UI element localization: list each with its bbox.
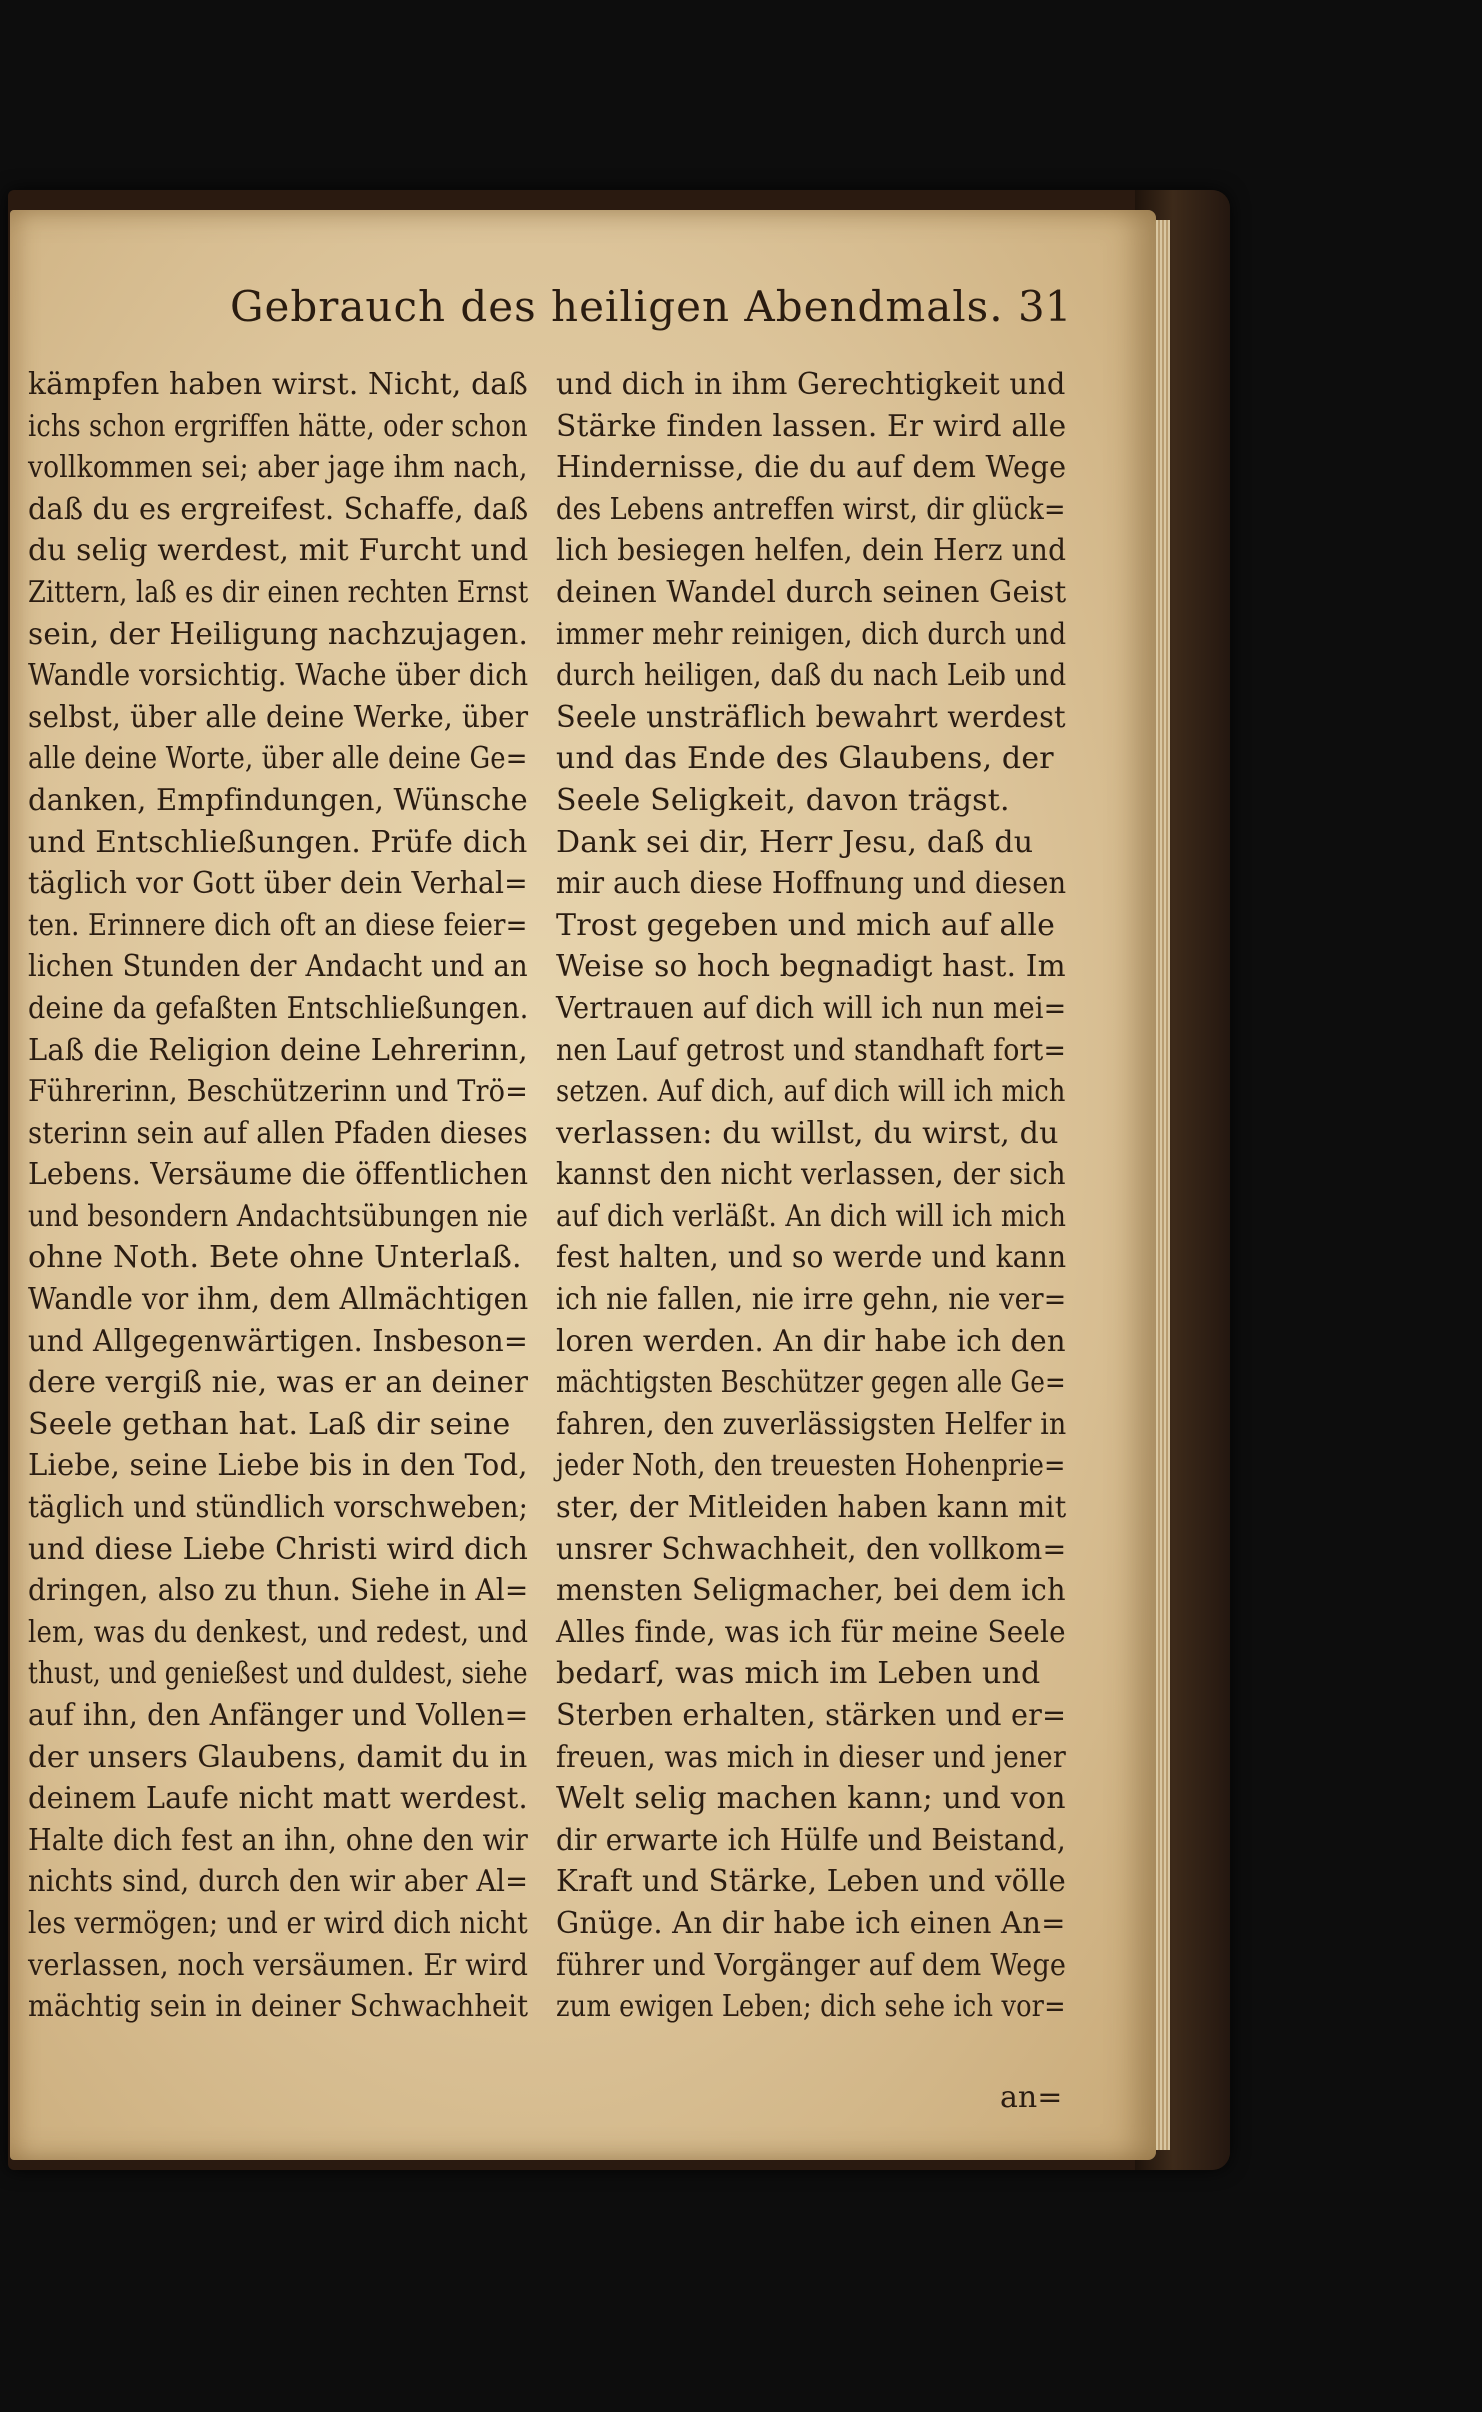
running-title: Gebrauch des heiligen Abendmals. xyxy=(230,282,1004,331)
text-line: Lebens. Versäume die öffentlichen xyxy=(28,1157,529,1193)
text-line: mensten Seligmacher, bei dem ich xyxy=(556,1573,1066,1609)
text-line: bedarf, was mich im Leben und xyxy=(556,1656,1041,1692)
text-line: Zittern, laß es dir einen rechten Ernst xyxy=(28,574,529,610)
text-line: und Entschließungen. Prüfe dich xyxy=(28,824,528,860)
text-line: der unsers Glaubens, damit du in xyxy=(28,1739,528,1775)
text-line: und diese Liebe Christi wird dich xyxy=(28,1531,529,1567)
text-line: täglich vor Gott über dein Verhal= xyxy=(28,866,528,902)
text-line: dringen, also zu thun. Siehe in Al= xyxy=(28,1573,529,1609)
text-line: nen Lauf getrost und standhaft fort= xyxy=(556,1032,1067,1068)
text-line: Wandle vor ihm, dem Allmächtigen xyxy=(28,1282,529,1318)
text-line: ohne Noth. Bete ohne Unterlaß. xyxy=(28,1240,522,1276)
text-line: kämpfen haben wirst. Nicht, daß xyxy=(28,367,529,402)
text-line: Seele unsträflich bewahrt werdest xyxy=(556,699,1066,735)
text-line: Wandle vorsichtig. Wache über dich xyxy=(28,658,529,694)
text-line: Trost gegeben und mich auf alle xyxy=(556,907,1056,943)
text-line: daß du es ergreifest. Schaffe, daß xyxy=(28,491,529,527)
text-line: Seele Seligkeit, davon trägst. xyxy=(556,782,1010,818)
text-line: täglich und stündlich vorschweben; xyxy=(28,1490,529,1526)
text-line: auf dich verläßt. An dich will ich mich xyxy=(556,1198,1067,1234)
page-number: 31 xyxy=(1018,282,1072,331)
text-line: und das Ende des Glaubens, der xyxy=(556,741,1054,777)
text-line: Führerinn, Beschützerinn und Trö= xyxy=(28,1074,529,1110)
text-line: thust, und genießest und duldest, siehe xyxy=(28,1656,528,1692)
text-line: Hindernisse, die du auf dem Wege xyxy=(556,450,1067,486)
text-line: unsrer Schwachheit, den vollkom= xyxy=(556,1531,1067,1567)
text-line: ster, der Mitleiden haben kann mit xyxy=(556,1490,1067,1526)
text-line: Sterben erhalten, stärken und er= xyxy=(556,1698,1067,1733)
text-line: fahren, den zuverlässigsten Helfer in xyxy=(556,1406,1067,1442)
text-line: verlassen, noch versäumen. Er wird xyxy=(28,1947,529,1983)
text-line: des Lebens antreffen wirst, dir glück= xyxy=(556,491,1066,527)
text-line: führer und Vorgänger auf dem Wege xyxy=(556,1947,1067,1983)
left-text-column xyxy=(28,364,528,2028)
text-line: jeder Noth, den treuesten Hohenprie= xyxy=(556,1448,1066,1484)
text-line: Liebe, seine Liebe bis in den Tod, xyxy=(28,1448,528,1484)
right-text-column xyxy=(556,364,1066,2028)
text-line: ten. Erinnere dich oft an diese feier= xyxy=(28,907,528,943)
text-line: vollkommen sei; aber jage ihm nach, xyxy=(28,450,528,486)
text-line: sterinn sein auf allen Pfaden dieses xyxy=(28,1115,528,1151)
text-line: Dank sei dir, Herr Jesu, daß du xyxy=(556,824,1034,860)
text-line: deinen Wandel durch seinen Geist xyxy=(556,574,1067,610)
text-line: Vertrauen auf dich will ich nun mei= xyxy=(556,990,1067,1026)
text-line: du selig werdest, mit Furcht und xyxy=(28,533,529,569)
text-line: lich besiegen helfen, dein Herz und xyxy=(556,533,1067,569)
text-line: sein, der Heiligung nachzujagen. xyxy=(28,616,529,652)
text-line: und besondern Andachtsübungen nie xyxy=(28,1198,529,1234)
text-line: Welt selig machen kann; und von xyxy=(556,1781,1066,1817)
text-line: deine da gefaßten Entschließungen. xyxy=(28,990,529,1026)
text-line: auf ihn, den Anfänger und Vollen= xyxy=(28,1698,529,1733)
text-line: und dich in ihm Gerechtigkeit und xyxy=(556,367,1066,402)
text-line: deinem Laufe nicht matt werdest. xyxy=(28,1781,528,1817)
text-line: lichen Stunden der Andacht und an xyxy=(28,949,528,985)
text-line: zum ewigen Leben; dich sehe ich vor= xyxy=(556,1989,1066,2025)
text-line: Alles finde, was ich für meine Seele xyxy=(556,1614,1066,1650)
text-line: kannst den nicht verlassen, der sich xyxy=(556,1157,1066,1193)
text-line: dere vergiß nie, was er an deiner xyxy=(28,1365,529,1401)
text-line: nichts sind, durch den wir aber Al= xyxy=(28,1864,529,1900)
text-line: immer mehr reinigen, dich durch und xyxy=(556,616,1067,652)
text-line: les vermögen; und er wird dich nicht xyxy=(28,1905,528,1941)
text-line: alle deine Worte, über alle deine Ge= xyxy=(28,741,528,777)
text-line: Seele gethan hat. Laß dir seine xyxy=(28,1406,511,1442)
text-line: verlassen: du willst, du wirst, du xyxy=(556,1115,1059,1151)
text-line: dir erwarte ich Hülfe und Beistand, xyxy=(556,1822,1066,1858)
text-line: Laß die Religion deine Lehrerinn, xyxy=(28,1032,528,1068)
text-line: selbst, über alle deine Werke, über xyxy=(28,699,529,735)
text-line: freuen, was mich in dieser und jener xyxy=(556,1739,1066,1775)
text-line: danken, Empfindungen, Wünsche xyxy=(28,782,528,818)
text-line: durch heiligen, daß du nach Leib und xyxy=(556,658,1067,694)
catchword: an= xyxy=(1000,2080,1063,2115)
text-line: lem, was du denkest, und redest, und xyxy=(28,1614,529,1650)
text-line: mir auch diese Hoffnung und diesen xyxy=(556,866,1067,902)
text-line: Kraft und Stärke, Leben und völle xyxy=(556,1864,1066,1900)
page-edge xyxy=(1156,220,1170,2150)
text-line: Weise so hoch begnadigt hast. Im xyxy=(556,949,1066,985)
text-line: Stärke finden lassen. Er wird alle xyxy=(556,408,1067,444)
text-line: fest halten, und so werde und kann xyxy=(556,1240,1067,1276)
text-line: mächtigsten Beschützer gegen alle Ge= xyxy=(556,1365,1066,1401)
text-line: ich nie fallen, nie irre gehn, nie ver= xyxy=(556,1282,1067,1318)
text-line: Halte dich fest an ihn, ohne den wir xyxy=(28,1822,528,1858)
text-line: loren werden. An dir habe ich den xyxy=(556,1323,1066,1359)
text-line: mächtig sein in deiner Schwachheit xyxy=(28,1989,529,2025)
text-line: und Allgegenwärtigen. Insbeson= xyxy=(28,1323,529,1359)
text-line: ichs schon ergriffen hätte, oder schon xyxy=(28,408,528,444)
text-line: Gnüge. An dir habe ich einen An= xyxy=(556,1905,1066,1941)
text-line: setzen. Auf dich, auf dich will ich mich xyxy=(556,1074,1066,1110)
